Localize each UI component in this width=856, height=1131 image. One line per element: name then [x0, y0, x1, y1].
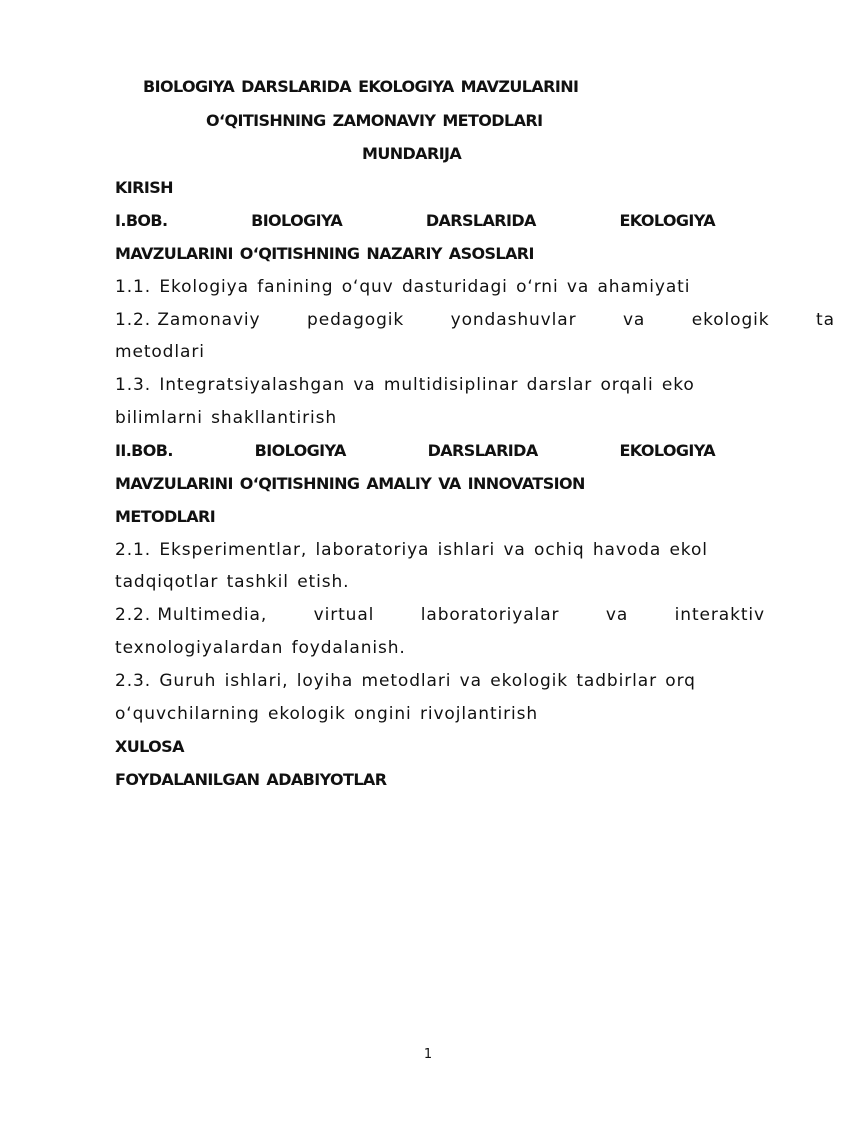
toc-section-1-3-line-2: bilimlarni shakllantirish	[115, 408, 338, 428]
toc-chapter-1-word: BIOLOGIYA	[251, 211, 343, 230]
toc-chapter-1-word: EKOLOGIYA	[619, 211, 715, 230]
toc-section-2-2-line-2: texnologiyalardan foydalanish.	[115, 638, 406, 658]
toc-chapter-2-word: DARSLARIDA	[427, 441, 538, 460]
toc-section-1-2-word: 1.2. Zamonaviy	[115, 310, 261, 330]
toc-chapter-2-word: EKOLOGIYA	[619, 441, 715, 460]
toc-section-2-3-line-2: o‘quvchilarning ekologik ongini rivojlantirish	[115, 704, 539, 724]
toc-section-1-1: 1.1. Ekologiya fanining o‘quv dasturidagi o‘rni va ahamiyati	[115, 277, 691, 297]
title-line-1: BIOLOGIYA DARSLARIDA EKOLOGIYA MAVZULARINI	[143, 77, 579, 96]
toc-section-1-2-line-1	[115, 309, 835, 331]
toc-section-2-3-line-1: 2.3. Guruh ishlari, loyiha metodlari va ekologik tadbirlar orq	[115, 671, 696, 691]
page-number: 1	[423, 1047, 433, 1062]
toc-section-1-2-line-2: metodlari	[115, 342, 205, 362]
toc-section-2-1-line-2: tadqiqotlar tashkil etish.	[115, 572, 350, 592]
toc-chapter-1-word: DARSLARIDA	[425, 211, 536, 230]
toc-chapter-1-line-2: MAVZULARINI O‘QITISHNING NAZARIY ASOSLARI	[115, 244, 534, 263]
toc-chapter-2-line-3: METODLARI	[115, 507, 216, 526]
toc-section-2-2-word: laboratoriyalar	[420, 605, 560, 625]
contents-heading: MUNDARIJA	[362, 144, 462, 163]
toc-section-2-2-word: interaktiv	[674, 605, 765, 625]
toc-chapter-1-line-1	[115, 210, 715, 232]
toc-section-2-1-line-1: 2.1. Eksperimentlar, laboratoriya ishlari va ochiq havoda ekol	[115, 540, 708, 560]
toc-chapter-1-word: I.BOB.	[115, 211, 168, 230]
toc-intro: KIRISH	[115, 178, 173, 197]
toc-section-1-2-word: yondashuvlar	[450, 310, 577, 330]
toc-section-1-2-word: va	[622, 310, 646, 330]
toc-chapter-2-word: II.BOB.	[115, 441, 173, 460]
toc-section-1-2-word: ekologik	[691, 310, 770, 330]
toc-section-1-3-line-1: 1.3. Integratsiyalashgan va multidisiplinar darslar orqali eko	[115, 375, 695, 395]
toc-section-2-2-word: va	[605, 605, 629, 625]
toc-section-2-2-word: 2.2. Multimedia,	[115, 605, 268, 625]
toc-references: FOYDALANILGAN ADABIYOTLAR	[115, 770, 387, 789]
toc-section-2-2-line-1	[115, 604, 765, 626]
toc-chapter-2-word: BIOLOGIYA	[254, 441, 346, 460]
toc-chapter-2-line-1	[115, 440, 715, 462]
toc-section-2-2-word: virtual	[313, 605, 375, 625]
toc-section-1-2-word: pedagogik	[307, 310, 405, 330]
title-line-2: O‘QITISHNING ZAMONAVIY METODLARI	[206, 111, 543, 130]
toc-section-1-2-word: ta	[816, 310, 835, 330]
toc-conclusion: XULOSA	[115, 737, 184, 756]
toc-chapter-2-line-2: MAVZULARINI O‘QITISHNING AMALIY VA INNOVATSION	[115, 474, 585, 493]
